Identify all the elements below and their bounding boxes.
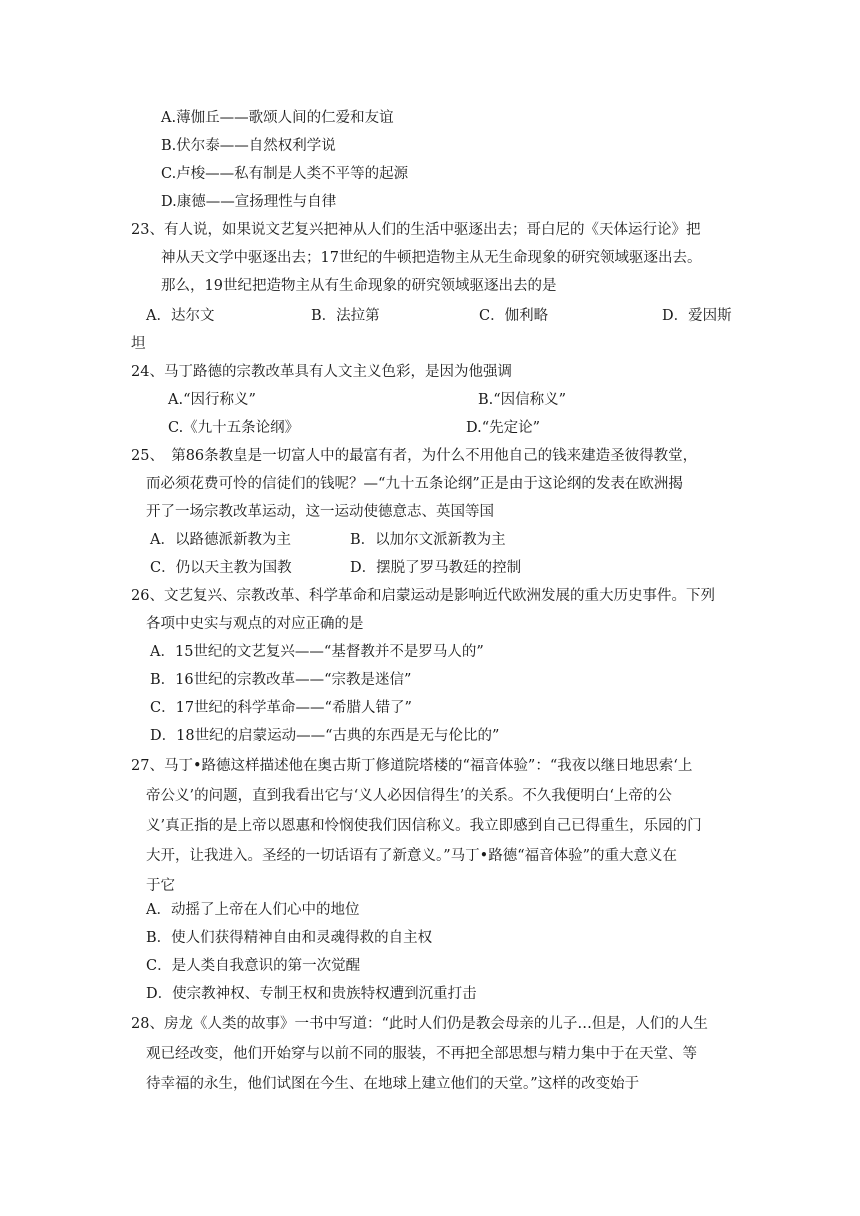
q22-option-a: A.薄伽丘——歌颂人间的仁爱和友谊 [161,110,394,126]
q26-stem-line2: 各项中史实与观点的对应正确的是 [146,616,364,632]
q23-option-b: B．法拉第 [311,308,380,324]
q25-stem-line1: 25、 第86条教皇是一切富人中的最富有者，为什么不用他自己的钱来建造圣彼得教堂， [131,448,698,464]
q25-option-c: C．仍以天主教为国教 [150,560,292,576]
q26-stem-line1: 26、文艺复兴、宗教改革、科学革命和启蒙运动是影响近代欧洲发展的重大历史事件。下列 [131,588,715,604]
q27-stem-line3: 义’真正指的是上帝以恩惠和怜悯使我们因信称义。我立即感到自己已得重生，乐园的门 [146,818,702,834]
q24-stem: 24、马丁路德的宗教改革具有人文主义色彩，是因为他强调 [131,364,512,380]
q24-option-b: B.“因信称义” [478,392,567,408]
q28-stem-line1: 28、房龙《人类的故事》一书中写道：“此时人们仍是教会母亲的儿子…但是，人们的人生 [131,1016,708,1032]
q24-options-row2 [0,418,860,438]
q28-stem-line3: 待幸福的永生，他们试图在今生、在地球上建立他们的天堂。”这样的改变始于 [146,1076,640,1092]
q26-option-d: D．18世纪的启蒙运动——“古典的东西是无与伦比的” [150,728,500,744]
q27-option-a: A．动摇了上帝在人们心中的地位 [146,902,360,918]
q25-option-b: B．以加尔文派新教为主 [350,532,506,548]
q23-option-c: C．伽利略 [479,308,549,324]
q23-option-a: A．达尔文 [146,308,215,324]
q25-options-row2 [0,558,860,578]
q22-option-d: D.康德——宣扬理性与自律 [161,194,337,210]
q25-stem-line3: 开了一场宗教改革运动，这一运动使德意志、英国等国 [146,504,494,520]
q25-option-a: A．以路德派新教为主 [150,532,291,548]
q27-stem-line2: 帝公义’的问题，直到我看出它与‘义人必因信得生’的关系。不久我便明白‘上帝的公 [146,788,672,804]
q22-option-c: C.卢梭——私有制是人类不平等的起源 [161,166,409,182]
q24-options-row1 [0,390,860,410]
q23-options-row [0,306,860,326]
q26-option-a: A．15世纪的文艺复兴——“基督教并不是罗马人的” [150,644,484,660]
q23-stem-line1: 23、有人说，如果说文艺复兴把神从人们的生活中驱逐出去；哥白尼的《天体运行论》把 [131,222,701,238]
q24-option-c: C.《九十五条论纲》 [168,420,300,436]
q28-stem-line2: 观已经改变，他们开始穿与以前不同的服装，不再把全部思想与精力集中于在天堂、等 [146,1046,697,1062]
q23-stem-line2: 神从天文学中驱逐出去；17世纪的牛顿把造物主从无生命现象的研究领域驱逐出去。 [161,250,702,266]
q27-option-d: D．使宗教神权、专制王权和贵族特权遭到沉重打击 [146,986,477,1002]
q24-option-d: D.“先定论” [466,420,541,436]
q24-option-a: A.“因行称义” [168,392,256,408]
q25-options-row1 [0,530,860,550]
q25-option-d: D．摆脱了罗马教廷的控制 [350,560,522,576]
q25-stem-line2: 而必须花费可怜的信徒们的钱呢？—“九十五条论纲”正是由于这论纲的发表在欧洲揭 [146,476,683,492]
q27-stem-line5: 于它 [146,878,175,894]
q27-option-c: C．是人类自我意识的第一次觉醒 [146,958,361,974]
q27-stem-line1: 27、马丁•路德这样描述他在奥古斯丁修道院塔楼的“福音体验”：“我夜以继日地思索‘上 [131,758,693,774]
q27-option-b: B．使人们获得精神自由和灵魂得救的自主权 [146,930,433,946]
q23-option-d: D．爱因斯 [662,308,732,324]
q26-option-b: B．16世纪的宗教改革——“宗教是迷信” [150,672,412,688]
q26-option-c: C．17世纪的科学革命——“希腊人错了” [150,700,412,716]
q23-option-d-continued: 坦 [131,336,146,352]
q27-stem-line4: 大开，让我进入。圣经的一切话语有了新意义。”马丁•路德“福音体验”的重大意义在 [146,848,678,864]
q23-stem-line3: 那么，19世纪把造物主从有生命现象的研究领域驱逐出去的是 [161,278,557,294]
q22-option-b: B.伏尔泰——自然权利学说 [161,138,336,154]
